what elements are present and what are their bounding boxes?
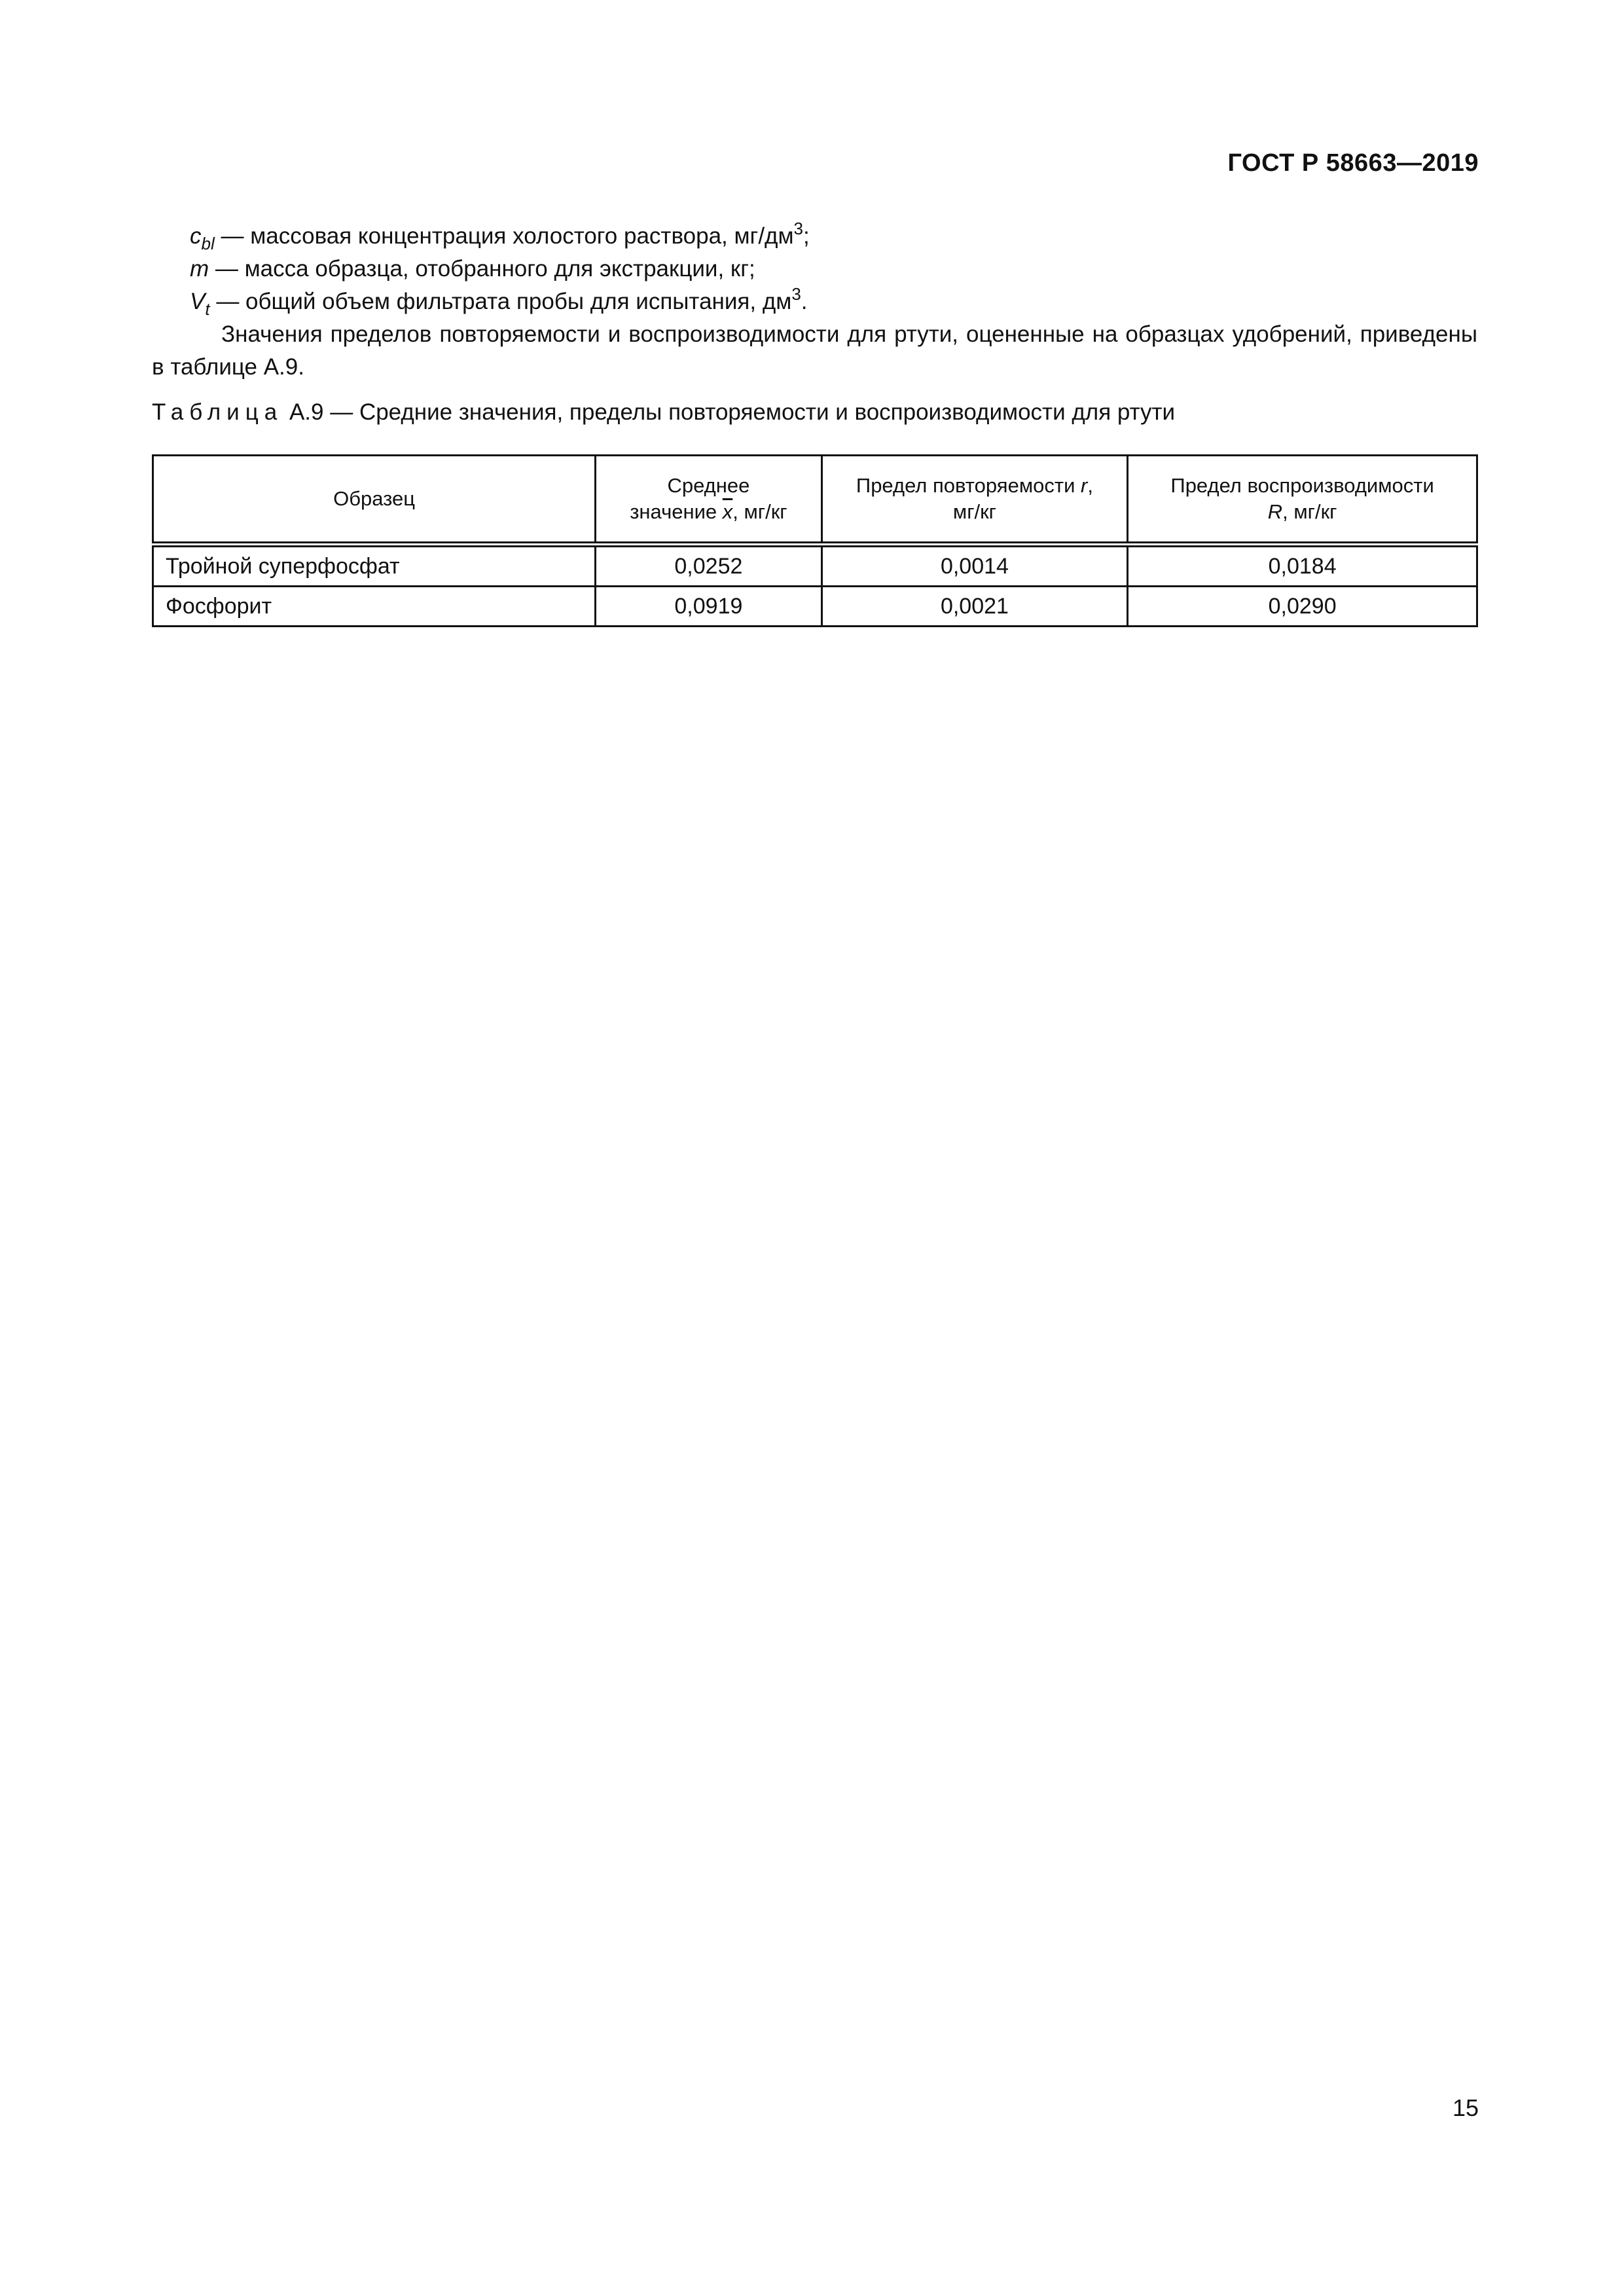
header-mean-line2-pre: значение [630,500,723,523]
cell-sample: Тройной суперфосфат [153,545,596,587]
caption-prefix: Таблица [152,399,283,425]
definition-text: — масса образца, отобранного для экстракции, кг; [209,256,755,282]
subscript: bl [201,234,215,253]
superscript: 3 [791,284,801,304]
definition-vt [152,285,1477,318]
header-repeatability-unit: мг/кг [952,500,996,523]
header-mean-line1: Среднее [667,474,750,497]
header-mean-line2-post: , мг/кг [732,500,787,523]
body-text [152,220,1477,384]
cell-reproducibility: 0,0290 [1128,587,1477,627]
superscript: 3 [793,219,803,238]
cell-repeatability: 0,0021 [821,587,1128,627]
table-row [153,587,1477,627]
header-repeatability-post: , [1087,474,1093,497]
cell-mean: 0,0919 [596,587,822,627]
cell-sample: Фосфорит [153,587,596,627]
table-caption [152,399,1175,426]
table-row [153,545,1477,587]
definition-m [152,253,1477,285]
header-sample: Образец [153,456,596,545]
header-mean-symbol: $\overline{x}$ [722,500,733,523]
definition-cbl [152,220,1477,253]
header-repeatability [821,456,1128,545]
punctuation: . [801,289,808,314]
punctuation: ; [803,223,810,249]
document-number: ГОСТ Р 58663—2019 [1227,149,1479,177]
header-reproducibility-unit: , мг/кг [1282,500,1337,523]
header-reproducibility-line1: Предел воспроизводимости [1170,474,1434,497]
definition-text: — массовая концентрация холостого раствора, мг/дм [214,223,794,249]
subscript: t [205,299,210,319]
symbol: c [190,223,202,249]
caption-text: А.9 — Средние значения, пределы повторяемости и воспроизводимости для ртути [283,399,1176,425]
cell-reproducibility: 0,0184 [1128,545,1477,587]
header-repeatability-pre: Предел повторяемости [856,474,1081,497]
header-reproducibility-symbol: R [1267,500,1283,523]
header-reproducibility [1128,456,1477,545]
symbol: m [190,256,209,282]
paragraph: Значения пределов повторяемости и воспроизводимости для ртути, оцененные на образцах удобрений, приведены в таблице А.9. [152,321,1477,380]
symbol: V [190,289,206,314]
data-table [152,454,1478,627]
cell-mean: 0,0252 [596,545,822,587]
definition-text: — общий объем фильтрата пробы для испытания, дм [209,289,792,314]
table-header-row [153,456,1477,545]
page-number: 15 [1452,2094,1479,2121]
cell-repeatability: 0,0014 [821,545,1128,587]
header-mean [596,456,822,545]
header-repeatability-symbol: r [1081,474,1088,497]
